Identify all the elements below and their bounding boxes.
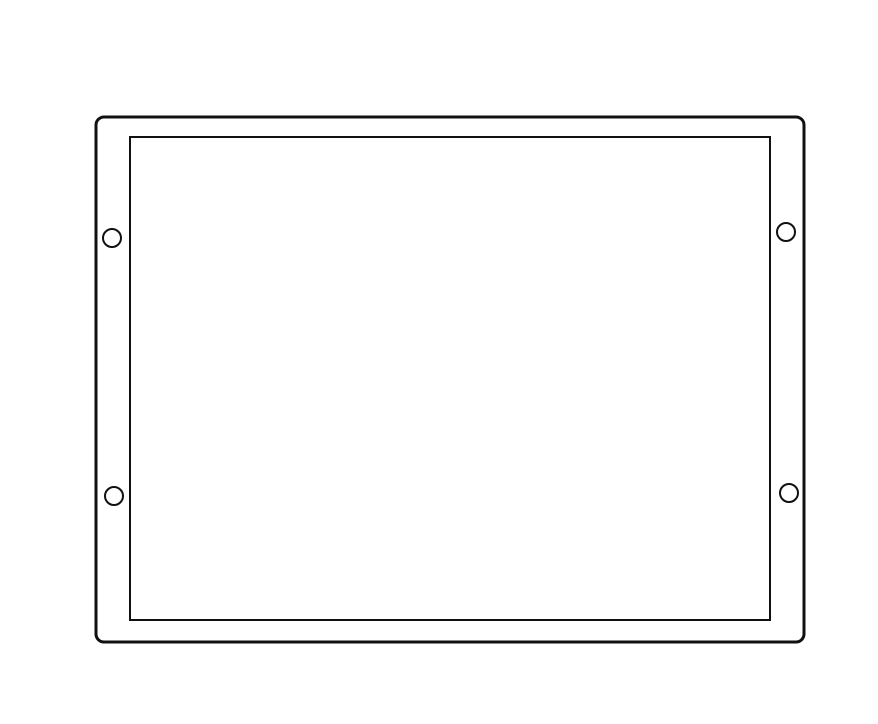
card-inner-outline	[130, 137, 770, 620]
mount-hole-right-top	[777, 223, 795, 241]
mount-hole-right-bottom	[780, 484, 798, 502]
card-outline	[96, 117, 804, 642]
mount-hole-left-top	[103, 229, 121, 247]
mount-hole-left-bottom	[105, 487, 123, 505]
